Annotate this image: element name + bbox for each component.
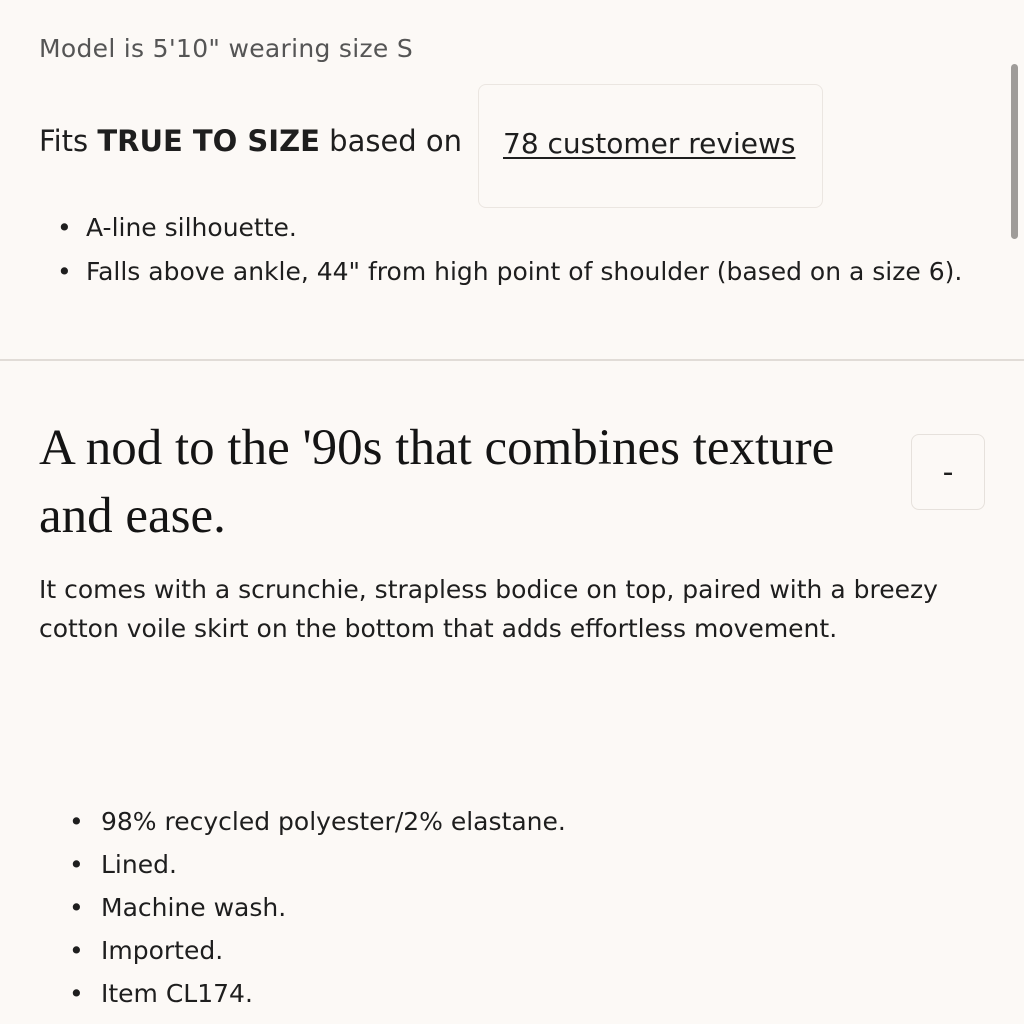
product-headline: A nod to the '90s that combines texture and ease. <box>39 420 835 544</box>
fit-rating: TRUE TO SIZE <box>97 124 320 158</box>
fit-summary <box>39 124 462 158</box>
fit-detail-text: A-line silhouette. <box>86 213 297 242</box>
customer-reviews-link[interactable]: 78 customer reviews <box>503 127 796 160</box>
section-divider <box>0 359 1024 361</box>
scrollbar[interactable] <box>1011 64 1018 239</box>
list-item <box>39 256 989 288</box>
bullet-icon: • <box>69 850 84 879</box>
bullet-icon: • <box>57 213 72 242</box>
product-details-list <box>69 800 566 1015</box>
bullet-icon: • <box>69 807 84 836</box>
detail-text: Lined. <box>101 850 177 879</box>
bullet-icon: • <box>57 257 72 286</box>
product-description: It comes with a scrunchie, strapless bodice on top, paired with a breezy cotton voile skirt on the bottom that adds effortless movement. <box>39 575 938 643</box>
fit-detail-text: Falls above ankle, 44" from high point of shoulder (based on a size 6). <box>86 257 963 286</box>
detail-text: 98% recycled polyester/2% elastane. <box>101 807 566 836</box>
list-item <box>69 929 566 972</box>
bullet-icon: • <box>69 893 84 922</box>
list-item <box>69 843 566 886</box>
collapse-button[interactable]: - <box>911 434 985 510</box>
list-item <box>69 886 566 929</box>
detail-text: Item CL174. <box>101 979 253 1008</box>
fit-details-list <box>39 212 989 300</box>
fit-prefix: Fits <box>39 124 98 158</box>
bullet-icon: • <box>69 979 84 1008</box>
fit-suffix: based on <box>319 124 463 158</box>
model-size-note: Model is 5'10" wearing size S <box>39 34 413 63</box>
detail-text: Imported. <box>101 936 224 965</box>
detail-text: Machine wash. <box>101 893 287 922</box>
list-item <box>69 972 566 1015</box>
bullet-icon: • <box>69 936 84 965</box>
list-item <box>39 212 989 244</box>
list-item <box>69 800 566 843</box>
